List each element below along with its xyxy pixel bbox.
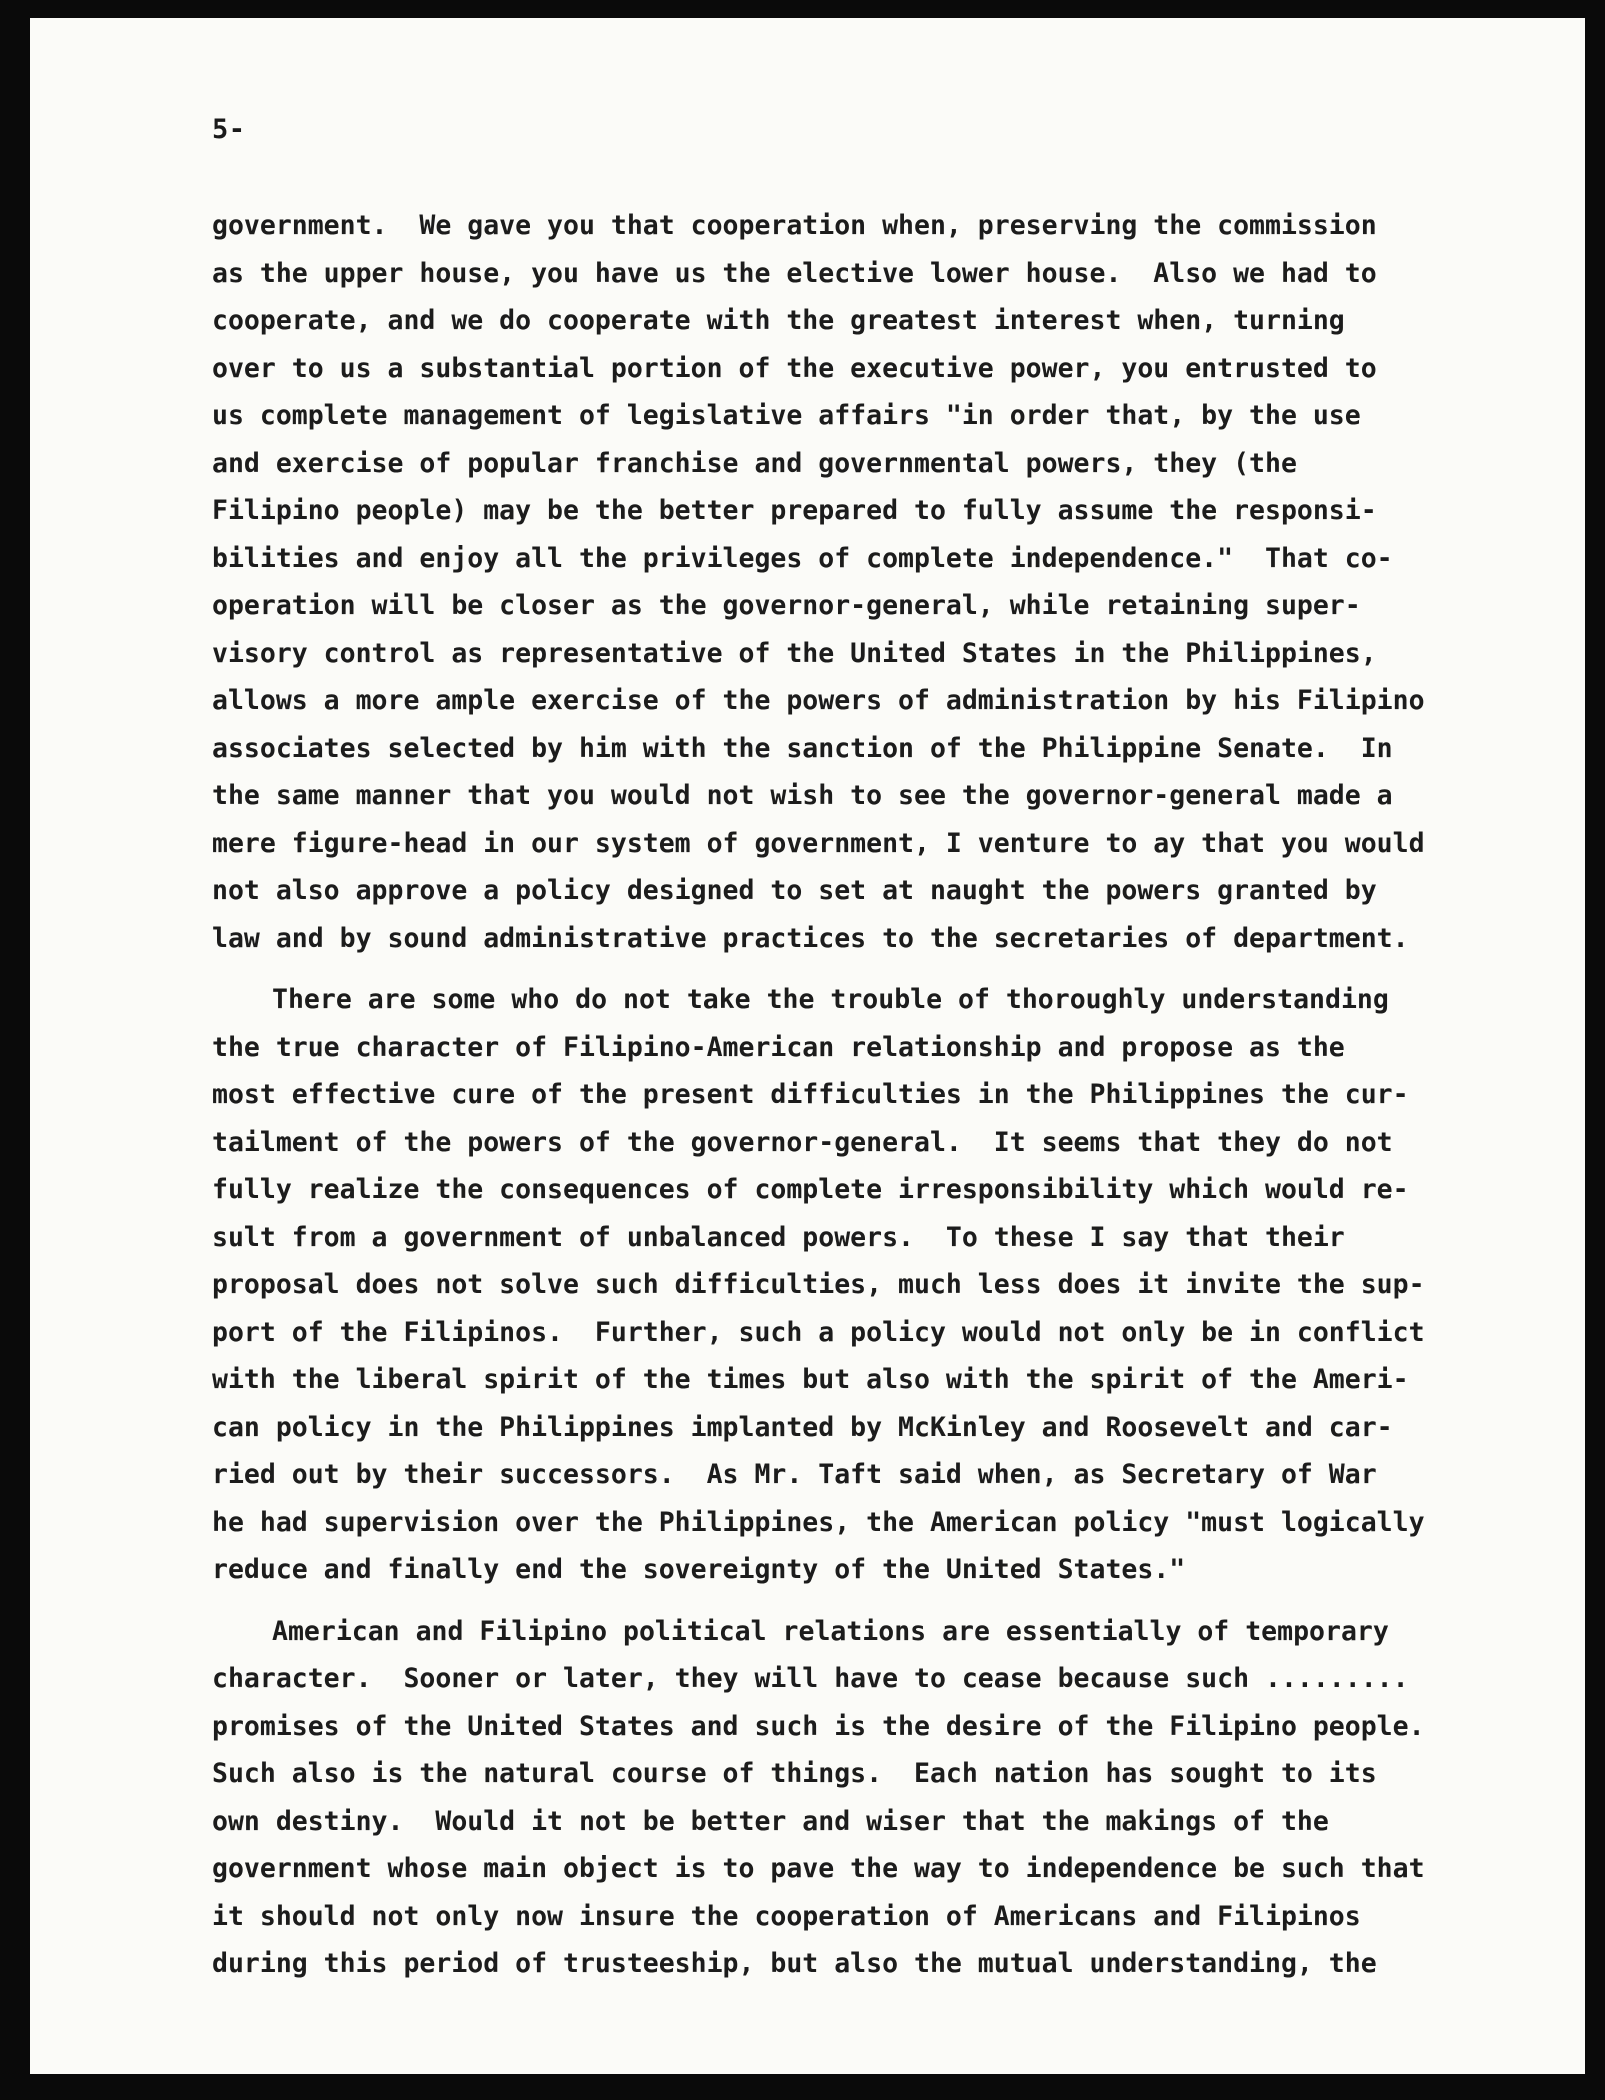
text-line: ried out by their successors. As Mr. Taft said when, as Secretary of War	[212, 1459, 1377, 1490]
paragraph	[212, 976, 1462, 1594]
typewritten-page	[30, 18, 1585, 2074]
text-line: reduce and finally end the sovereignty of the United States."	[212, 1554, 1186, 1585]
paragraph	[212, 1608, 1462, 1988]
text-line: us complete management of legislative affairs "in order that, by the use	[212, 400, 1361, 431]
text-line: character. Sooner or later, they will have to cease because such .........	[212, 1663, 1409, 1694]
text-line: over to us a substantial portion of the executive power, you entrusted to	[212, 352, 1377, 384]
text-line: with the liberal spirit of the times but also with the spirit of the Ameri-	[212, 1364, 1409, 1395]
paragraph	[212, 202, 1462, 962]
text-line: law and by sound administrative practices to the secretaries of department.	[212, 922, 1409, 954]
text-line: not also approve a policy designed to set at naught the powers granted by	[212, 875, 1377, 906]
text-line: Filipino people) may be the better prepared to fully assume the responsi-	[212, 495, 1377, 526]
text-line: tailment of the powers of the governor-general. It seems that they do not	[212, 1126, 1393, 1158]
text-line: Such also is the natural course of things. Each nation has sought to its	[212, 1758, 1377, 1789]
text-line: There are some who do not take the trouble of thoroughly understanding	[272, 984, 1389, 1015]
text-line: mere figure-head in our system of government, I venture to ay that you would	[212, 827, 1425, 859]
text-line: he had supervision over the Philippines, the American policy "must logically	[212, 1506, 1425, 1538]
text-line: it should not only now insure the cooperation of Americans and Filipinos	[212, 1900, 1361, 1932]
text-line: the true character of Filipino-American relationship and propose as the	[212, 1031, 1345, 1063]
text-line: government. We gave you that cooperation when, preserving the commission	[212, 210, 1377, 241]
text-line: sult from a government of unbalanced powers. To these I say that their	[212, 1221, 1345, 1253]
text-line: associates selected by him with the sanction of the Philippine Senate. In	[212, 732, 1393, 764]
text-line: most effective cure of the present difficulties in the Philippines the cur-	[212, 1079, 1409, 1110]
text-line: American and Filipino political relations are essentially of temporary	[272, 1615, 1389, 1647]
text-line: as the upper house, you have us the elective lower house. Also we had to	[212, 257, 1377, 289]
text-line: cooperate, and we do cooperate with the greatest interest when, turning	[212, 305, 1345, 336]
text-line: visory control as representative of the United States in the Philippines,	[212, 637, 1377, 669]
text-line: fully realize the consequences of complete irresponsibility which would re-	[212, 1174, 1409, 1205]
text-line: the same manner that you would not wish to see the governor-general made a	[212, 780, 1393, 811]
text-line: proposal does not solve such difficulties, much less does it invite the sup-	[212, 1269, 1425, 1300]
page-number: 5-	[212, 114, 246, 145]
text-line: during this period of trusteeship, but also the mutual understanding, the	[212, 1948, 1377, 1979]
text-line: allows a more ample exercise of the powers of administration by his Filipino	[212, 685, 1425, 716]
text-line: can policy in the Philippines implanted by McKinley and Roosevelt and car-	[212, 1411, 1393, 1443]
text-line: port of the Filipinos. Further, such a policy would not only be in conflict	[212, 1316, 1425, 1348]
text-line: operation will be closer as the governor-general, while retaining super-	[212, 590, 1361, 621]
text-line: own destiny. Would it not be better and wiser that the makings of the	[212, 1805, 1329, 1837]
text-line: and exercise of popular franchise and governmental powers, they (the	[212, 447, 1297, 479]
text-line: bilities and enjoy all the privileges of complete independence." That co-	[212, 542, 1393, 574]
text-line: promises of the United States and such is the desire of the Filipino people.	[212, 1710, 1425, 1742]
text-line: government whose main object is to pave the way to independence be such that	[212, 1853, 1425, 1884]
body-text	[212, 202, 1462, 1988]
